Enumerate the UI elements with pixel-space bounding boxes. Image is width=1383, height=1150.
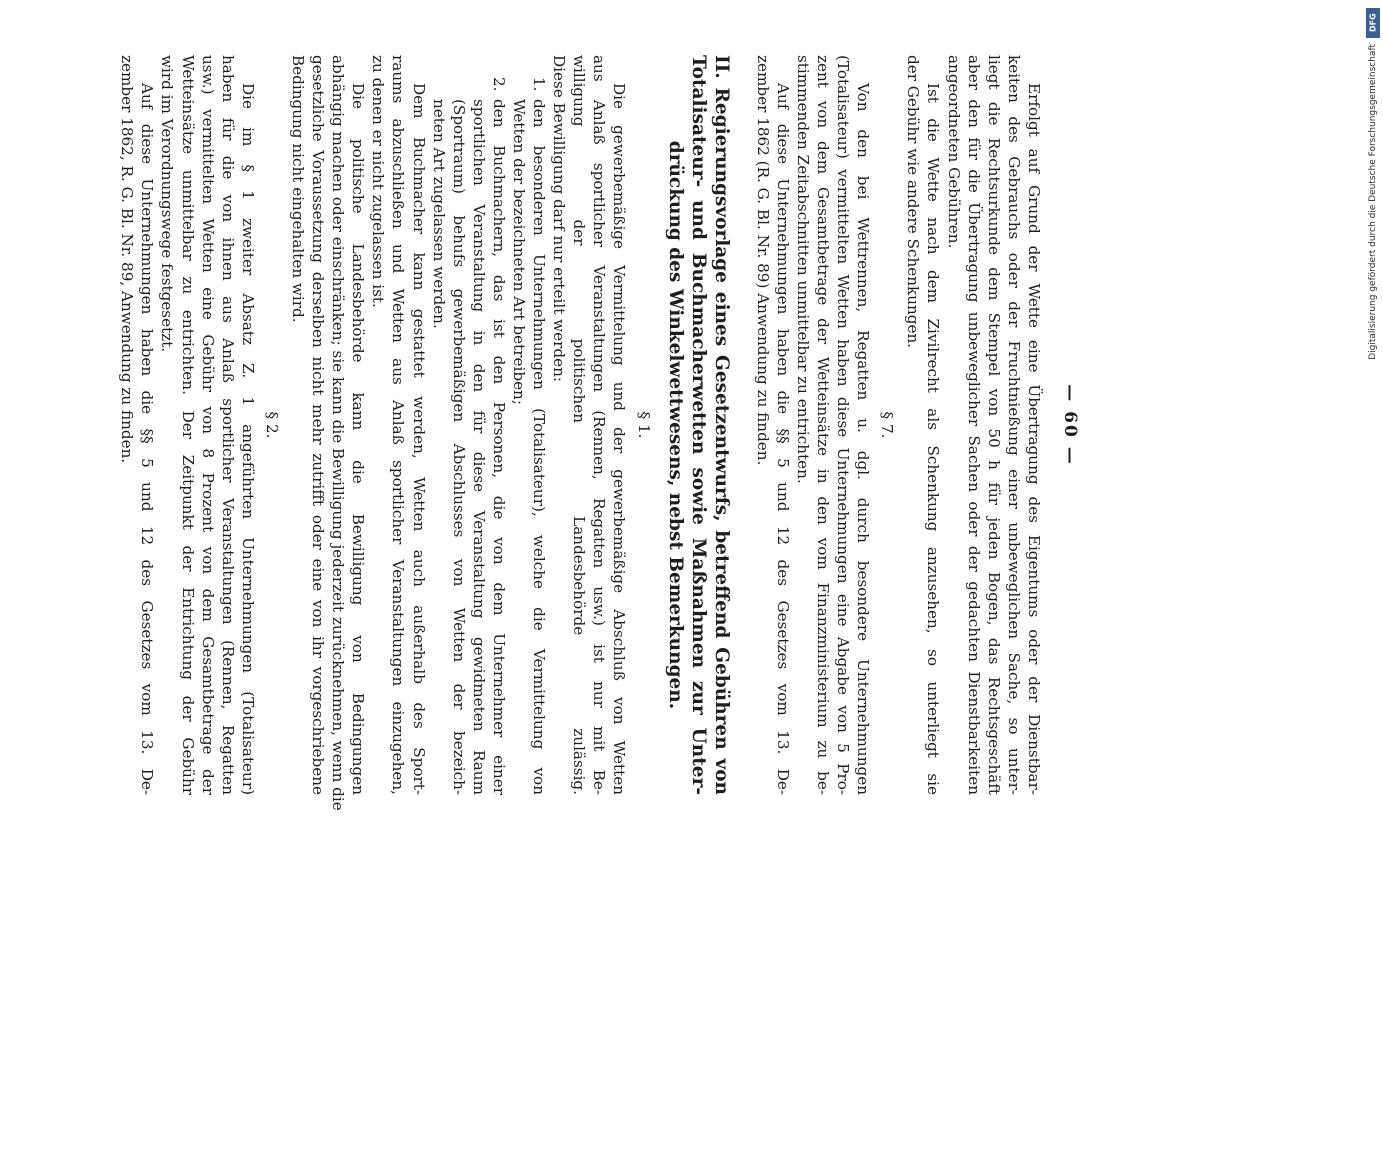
list-item-line [489,55,509,795]
heading-line: Totalisateur- und Buchmacherwetten sowie Maßnahmen zur Unter- [687,55,709,795]
text-line: willigung der politischen Landesbehörde zulässig. [570,55,589,795]
heading-line: II. Regierungsvorlage eines Gesetzentwurfs, betreffend Gebühren von [710,55,732,795]
rotated-document-page [118,0,1080,1150]
text-line: der Gebühr wie andere Schenkungen. [904,55,923,349]
page-text-block [117,55,1080,811]
dfg-logo: DFG [1366,8,1380,38]
text-line: keiten des Gebrauchs oder der Fruchtnießung einer unbeweglichen Sache, so unter- [1004,55,1023,795]
paragraphs-top [903,55,1044,795]
text-line: Wetteinsätze unmittelbar zu entrichten. Der Zeitpunkt der Entrichtung der Gebühr [178,55,197,795]
section-2-mark: § 2. [262,411,281,439]
text-line: Die im § 1 zweiter Absatz Z. 1 angeführten Unternehmungen (Totalisateur) [238,83,257,795]
list-item-line [509,55,529,795]
list-item-text: sportlichen Veranstaltung in den für diese Veranstaltung gewidmeten Raum [469,99,488,795]
section-1-mark: § 1. [634,411,653,439]
text-line: stimmenden Zeitabschnitten unmittelbar zu entrichten. [793,55,812,484]
paragraph [288,55,368,811]
list-item-number: 2. [489,77,508,92]
text-line: abhängig machen oder einschränken; sie kann die Bewilligung jederzeit zurücknehmen, wenn die [329,55,348,811]
text-line: Erfolgt auf Grund der Wette eine Übertragung des Eigentums oder der Dienstbar- [1024,83,1043,795]
text-line: zember 1862 (R. G. Bl. Nr. 89) Anwendung zu finden. [753,55,772,466]
paragraph [549,55,629,795]
text-line: angeordneten Gebühren. [944,55,963,249]
list-item-line [449,55,469,795]
list-item-text: Wetten der bezeichneten Art betreiben; [510,99,529,405]
text-line: aber den für die Übertragung unbeweglicher Sachen oder der gedachten Dienstbarkeiten [964,55,983,795]
paragraph [793,55,873,795]
paragraphs-section-2 [117,55,258,795]
list-section-1 [429,55,550,795]
text-line: Von den bei Wettrennen, Regatten u. dgl. durch besondere Unternehmungen [854,83,873,795]
text-line: Dem Buchmacher kann gestattet werden, Wetten auch außerhalb des Sport- [409,83,428,795]
text-line: Die politische Landesbehörde kann die Bewilligung von Bedingungen [349,83,368,795]
paragraph [117,55,157,795]
text-line: Ist die Wette nach dem Zivilrecht als Schenkung anzusehen, so unterliegt sie [924,83,943,795]
page-number: — 60 — [1060,384,1080,466]
text-line: haben für die von ihnen aus Anlaß sportlicher Veranstaltungen (Rennen, Regatten [218,55,237,795]
text-line: Bedingung nicht eingehalten wird. [289,55,307,323]
list-item-number: 1. [530,77,549,92]
text-line: liegt die Rechtsurkunde dem Stempel von 50 h für jeden Bogen, das Rechtsgeschäft [984,55,1003,795]
text-line: (Totalisateur) vermittelten Wetten haben diese Unternehmungen eine Abgabe von 5 Pro- [834,55,853,795]
text-line: Auf diese Unternehmungen haben die §§ 5 und 12 des Gesetzes vom 13. De- [773,83,792,795]
text-line: raums abzuschließen und Wetten aus Anlaß sportlicher Veranstaltungen einzugehen, [389,55,408,795]
text-line: Die gewerbemäßige Vermittelung und der gewerbemäßige Abschluß von Wetten [610,83,629,795]
list-item-text: den Buchmachern, das ist den Personen, die von dem Unternehmer einer [489,99,508,795]
paragraph [943,55,1043,795]
text-line: aus Anlaß sportlicher Veranstaltungen (Rennen, Regatten usw.) ist nur mit Be- [590,55,609,795]
list-item-text: neten Art zugelassen werden. [429,99,448,329]
paragraph [903,55,943,795]
list-item-line [529,55,549,795]
heading-line: drückung des Winkelwettwesens, nebst Bemerkungen. [664,140,686,710]
text-line: usw.) vermittelten Wetten eine Gebühr von 8 Prozent von dem Gesamtbetrage der [198,55,217,795]
paragraphs-section-1 [549,55,629,795]
text-line: gesetzliche Voraussetzung derselben nicht mehr zutrifft oder eine von ihr vorgeschriebene [309,55,328,795]
list-item-line [469,55,489,795]
text-line: zu denen er nicht zugelassen ist. [369,55,388,308]
paragraphs-section-7 [753,55,874,795]
section-7-mark: § 7. [878,411,897,439]
paragraph [368,55,428,795]
dfg-credit-text: Digitalisierung gefördert durch die Deutsche Forschungsgemeinschaft [1368,44,1378,360]
list-item-text: (Sportraum) behufs gewerbemäßigen Abschlusses von Wetten der bezeich- [449,99,468,795]
paragraph [157,55,257,795]
text-line: Diese Bewilligung darf nur erteilt werden: [550,55,569,383]
text-line: zent von dem Gesamtbetrage der Wetteinsätze in den vom Finanzministerium zu be- [813,55,832,795]
text-line: zember 1862, R. G. Bl. Nr. 89, Anwendung zu finden. [118,55,137,464]
paragraphs-section-1b [288,55,429,811]
section-heading-II [664,55,733,795]
text-line: Auf diese Unternehmungen haben die §§ 5 und 12 des Gesetzes vom 13. De- [138,83,157,795]
text-line: wird im Verordnungswege festgesetzt. [158,55,177,353]
paragraph [753,55,793,795]
list-item-text: den besonderen Unternehmungen (Totalisateur), welche die Vermittelung von [530,99,549,795]
list-item-line [429,55,449,795]
